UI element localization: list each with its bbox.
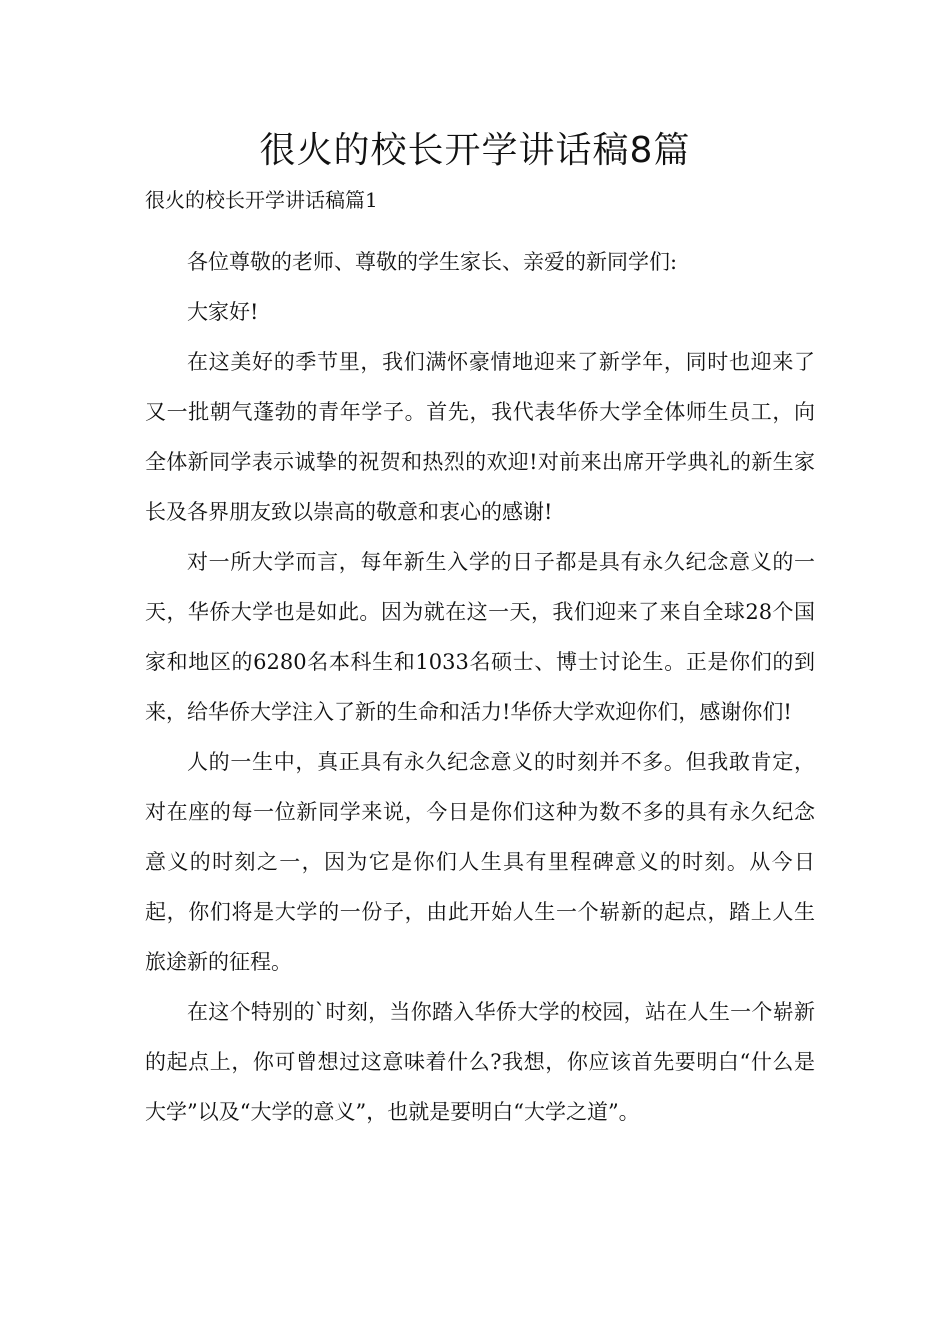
section-heading: 很火的校长开学讲话稿篇1 — [145, 188, 378, 212]
paragraph-hello: 大家好! — [187, 300, 259, 324]
document-body — [145, 237, 815, 1137]
paragraph-new-students: 对一所大学而言，每年新生入学的日子都是具有永久纪念意义的一天，华侨大学也是如此。因为就在这一天，我们迎来了来自全球28个国家和地区的6280名本科生和1033名硕士、博士讨论生。正是你们的到来，给华侨大学注入了新的生命和活力!华侨大学欢迎你们，感谢你们! — [145, 550, 815, 724]
document-title: 很火的校长开学讲话稿8篇 — [259, 130, 691, 171]
paragraph-memorable-moment: 人的一生中，真正具有永久纪念意义的时刻并不多。但我敢肯定，对在座的每一位新同学来说，今日是你们这种为数不多的具有永久纪念意义的时刻之一，因为它是你们人生具有里程碑意义的时刻。从今日起，你们将是大学的一份子，由此开始人生一个崭新的起点，踏上人生旅途新的征程。 — [145, 750, 815, 974]
paragraph-meaning-of-university: 在这个特别的`时刻，当你踏入华侨大学的校园，站在人生一个崭新的起点上，你可曾想过这意味着什么?我想，你应该首先要明白“什么是大学”以及“大学的意义”，也就是要明白“大学之道”。 — [145, 1000, 815, 1124]
paragraph-welcome: 在这美好的季节里，我们满怀豪情地迎来了新学年，同时也迎来了又一批朝气蓬勃的青年学子。首先，我代表华侨大学全体师生员工，向全体新同学表示诚挚的祝贺和热烈的欢迎!对前来出席开学典礼的新生家长及各界朋友致以崇高的敬意和衷心的感谢! — [145, 350, 815, 524]
paragraph-greeting-audience: 各位尊敬的老师、尊敬的学生家长、亲爱的新同学们: — [187, 250, 678, 274]
